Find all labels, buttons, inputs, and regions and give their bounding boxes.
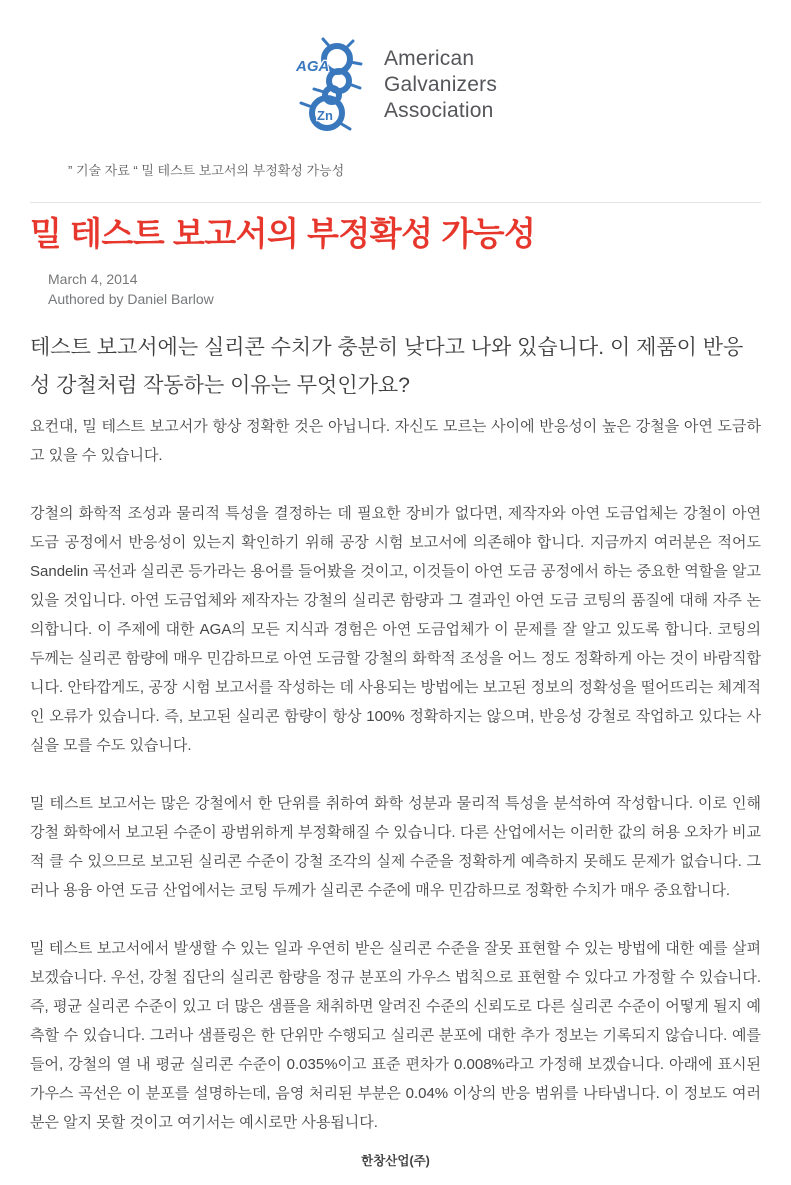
article xyxy=(0,203,791,1137)
article-date: March 4, 2014 xyxy=(48,270,138,287)
zn-symbol-text: Zn xyxy=(316,108,333,123)
paragraph-background: 강철의 화학적 조성과 물리적 특성을 결정하는 데 필요한 장비가 없다면, 제작자와 아연 도금업체는 강철이 아연 도금 공정에서 반응성이 있는지 확인하기 위해 공장 시험 보고서에 의존해야 합니다. 지금까지 여러분은 적어도 Sandelin 곡선과 실리콘 등가라는 용어를 들어봤을 것이고, 이것들이 아연 도금 공정에서 하는 중요한 역할을 알고 있을 것입니다. 아연 도금업체와 제작자는 강철의 실리콘 함량과 그 결과인 아연 도금 코팅의 품질에 대해 자주 논의합니다. 이 주제에 대한 AGA의 모든 지식과 경험은 아연 도금업체가 이 문제를 잘 알고 있도록 합니다. 코팅의 두께는 실리콘 함량에 매우 민감하므로 아연 도금할 강철의 화학적 조성을 어느 정도 정확하게 아는 것이 바람직합니다. 안타깝게도, 공장 시험 보고서를 작성하는 데 사용되는 방법에는 보고된 정보의 정확성을 떨어뜨리는 체계적인 오류가 있습니다. 즉, 보고된 실리콘 함량이 항상 100% 정확하지는 않으며, 반응성 강철로 작업하고 있다는 사실을 모를 수도 있습니다. xyxy=(30,504,761,754)
org-name-line: American xyxy=(383,47,475,70)
footer-company: 한창산업(주) xyxy=(361,1153,430,1168)
paragraph-example: 밀 테스트 보고서에서 발생할 수 있는 일과 우연히 받은 실리콘 수준을 잘못 표현할 수 있는 방법에 대한 예를 살펴보겠습니다. 우선, 강철 집단의 실리콘 함량을 정규 분포의 가우스 법칙으로 표현할 수 있다고 가정할 수 있습니다. 즉, 평균 실리콘 수준이 있고 더 많은 샘플을 채취하면 알려진 수준의 신뢰도로 다른 실리콘 수준이 어떻게 될지 예측할 수 있습니다. 그러나 샘플링은 한 단위만 수행되고 실리콘 분포에 대한 추가 정보는 기록되지 않습니다. 예를 들어, 강철의 열 내 평균 실리콘 수준이 0.035%이고 표준 편차가 0.008%라고 가정해 보겠습니다. 아래에 표시된 가우스 곡선은 이 분포를 설명하는데, 음영 처리된 부분은 0.04% 이상의 반응 범위를 나타냅니다. 이 정보도 여러분은 알지 못할 것이고 여기서는 예시로만 사용됩니다. xyxy=(30,939,761,1131)
org-name-line: Galvanizers xyxy=(383,73,498,96)
paragraph-mill-report: 밀 테스트 보고서는 많은 강철에서 한 단위를 취하여 화학 성분과 물리적 특성을 분석하여 작성합니다. 이로 인해 강철 화학에서 보고된 수준이 광범위하게 부정확해질 수 있습니다. 다른 산업에서는 이러한 값의 허용 오차가 비교적 클 수 있으므로 보고된 실리콘 수준이 강철 조각의 실제 수준을 정확하게 예측하지 못해도 문제가 없습니다. 그러나 용융 아연 도금 산업에서는 코팅 두께가 실리콘 수준에 매우 민감하므로 정확한 수치가 매우 중요합니다. xyxy=(30,794,761,899)
article-question: 테스트 보고서에는 실리콘 수치가 충분히 낮다고 나와 있습니다. 이 제품이 반응성 강철처럼 작동하는 이유는 무엇인가요? xyxy=(30,335,744,397)
page-title: 밀 테스트 보고서의 부정확성 가능성 xyxy=(30,215,536,252)
aga-logo xyxy=(294,36,497,133)
article-body xyxy=(30,412,761,1137)
org-name-line: Association xyxy=(383,99,494,122)
article-meta xyxy=(48,269,761,309)
paragraph-summary: 요컨대, 밀 테스트 보고서가 항상 정확한 것은 아닙니다. 자신도 모르는 사이에 반응성이 높은 강철을 아연 도금하고 있을 수 있습니다. xyxy=(30,417,761,464)
aga-spangle-icon xyxy=(294,36,366,133)
article-author: Authored by Daniel Barlow xyxy=(48,290,214,307)
aga-masthead xyxy=(0,36,791,133)
breadcrumb[interactable]: ” 기술 자료 “ 밀 테스트 보고서의 부정확성 가능성 xyxy=(68,163,345,178)
org-name xyxy=(384,36,497,124)
aga-acronym-text: AGA xyxy=(295,58,330,75)
